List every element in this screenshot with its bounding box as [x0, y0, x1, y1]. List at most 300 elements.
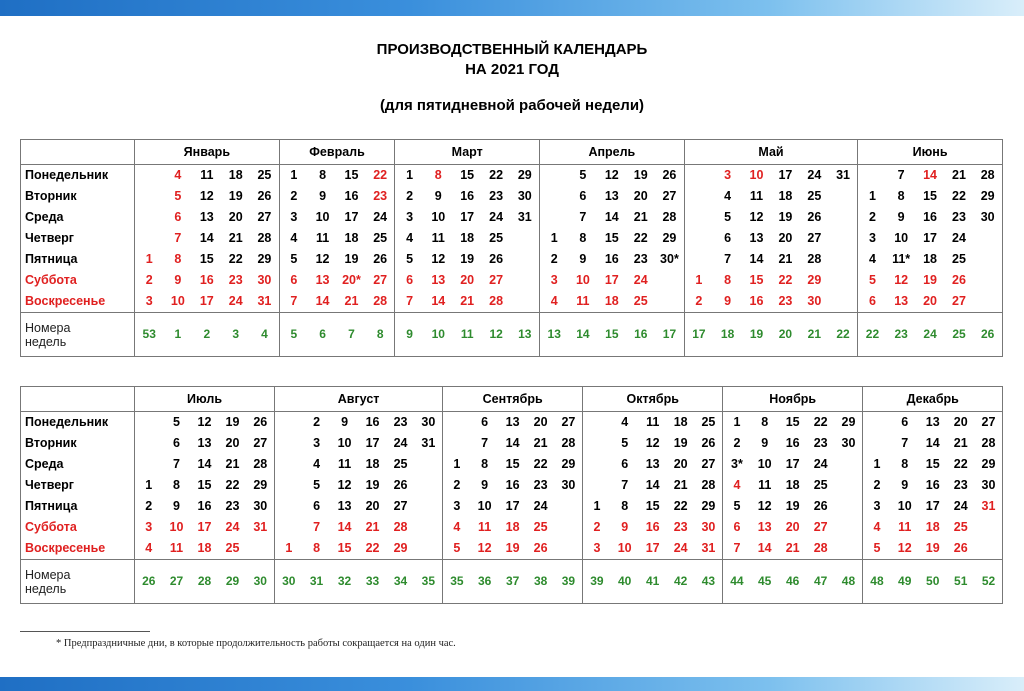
empty-cell [511, 249, 540, 270]
empty-cell [555, 538, 583, 560]
day-cell: 13 [604, 189, 619, 203]
day-cell: 15 [331, 538, 359, 560]
day-cell: 23 [633, 252, 648, 266]
day-cell: 28 [662, 210, 677, 224]
day-cell: 15 [505, 457, 520, 471]
week-number: 12 [482, 313, 511, 357]
week-number: 32 [331, 560, 359, 604]
day-cell: 23 [225, 499, 240, 513]
empty-cell [511, 270, 540, 291]
empty-cell [135, 165, 164, 187]
weekday-label: Пятница [21, 496, 135, 517]
day-cell: 10 [477, 499, 492, 513]
day-cell: 17 [604, 273, 619, 287]
day-cell: 16 [785, 436, 800, 450]
bottom-decor-bar [0, 677, 1024, 691]
day-cell: 19 [365, 478, 380, 492]
day-cell: 10 [315, 210, 330, 224]
week-number: 42 [667, 560, 695, 604]
day-cell: 15 [197, 478, 212, 492]
day-cell: 30 [253, 499, 268, 513]
day-cell: 6 [174, 210, 182, 224]
day-cell: 31 [421, 436, 436, 450]
weekday-label: Понедельник [21, 412, 135, 434]
empty-cell [135, 186, 164, 207]
day-cell: 5 [723, 496, 751, 517]
weekday-label: Среда [21, 454, 135, 475]
day-cell: 7 [723, 538, 751, 560]
day-cell: 9 [174, 273, 182, 287]
day-cell: 22 [633, 231, 648, 245]
day-cell: 11 [315, 231, 330, 245]
day-cell: 2 [135, 496, 163, 517]
week-number: 4 [250, 313, 279, 357]
day-cell: 13 [431, 273, 446, 287]
day-cell: 15 [604, 231, 619, 245]
day-cell: 25 [393, 457, 408, 471]
day-cell: 19 [923, 273, 938, 287]
empty-cell [975, 538, 1003, 560]
day-cell: 16 [604, 252, 619, 266]
day-cell: 27 [393, 499, 408, 513]
week-number: 13 [540, 313, 569, 357]
empty-cell [684, 207, 713, 228]
day-cell: 15 [923, 189, 938, 203]
empty-cell [415, 538, 443, 560]
day-cell: 24 [221, 291, 250, 313]
day-cell: 6 [724, 231, 732, 245]
day-cell: 15 [785, 415, 800, 429]
weekday-label: Воскресенье [21, 538, 135, 560]
day-cell: 29 [807, 273, 822, 287]
day-cell: 6 [481, 415, 489, 429]
day-cell: 1 [858, 186, 887, 207]
day-cell: 3* [723, 454, 751, 475]
day-cell: 25 [701, 415, 716, 429]
day-cell: 7 [901, 436, 909, 450]
empty-cell [275, 433, 303, 454]
day-cell: 20 [228, 210, 243, 224]
month-header: Февраль [279, 140, 395, 165]
week-number: 48 [835, 560, 863, 604]
empty-cell [858, 165, 887, 187]
day-cell: 18 [923, 252, 938, 266]
week-number: 36 [471, 560, 499, 604]
day-cell: 4 [279, 228, 308, 249]
day-cell: 12 [315, 252, 330, 266]
day-cell: 22 [813, 415, 828, 429]
day-cell: 11 [431, 231, 445, 245]
day-cell: 19 [344, 252, 359, 266]
week-label-line: недель [25, 334, 67, 349]
day-cell: 10 [894, 231, 909, 245]
calendar-title: ПРОИЗВОДСТВЕННЫЙ КАЛЕНДАРЬ [376, 41, 648, 58]
day-cell: 4 [395, 228, 424, 249]
empty-cell [655, 291, 684, 313]
day-cell: 20 [778, 231, 793, 245]
day-cell: 1 [135, 249, 164, 270]
day-cell: 21 [337, 291, 366, 313]
day-cell: 13 [749, 231, 764, 245]
day-cell: 27 [561, 415, 576, 429]
day-cell: 24 [489, 210, 504, 224]
day-cell: 10 [897, 499, 912, 513]
day-cell: 3 [724, 168, 732, 182]
day-cell: 7 [579, 210, 587, 224]
day-cell: 17 [365, 436, 380, 450]
day-cell: 7 [481, 436, 489, 450]
day-cell: 4 [621, 415, 629, 429]
empty-cell [540, 186, 569, 207]
day-cell: 12 [645, 436, 660, 450]
day-cell: 23 [813, 436, 828, 450]
day-cell: 14 [751, 538, 779, 560]
calendar-table-first-half [20, 139, 1003, 357]
empty-cell [415, 454, 443, 475]
weekday-label: Пятница [21, 249, 135, 270]
week-number: 52 [975, 560, 1003, 604]
empty-cell [275, 517, 303, 538]
day-cell: 12 [471, 538, 499, 560]
day-cell: 10 [163, 291, 192, 313]
day-cell: 14 [645, 478, 660, 492]
day-cell: 5 [173, 415, 180, 429]
day-cell: 10 [757, 457, 772, 471]
day-cell: 1 [723, 412, 751, 434]
day-cell: 3 [863, 496, 891, 517]
empty-cell [135, 454, 163, 475]
week-number: 39 [583, 560, 611, 604]
month-header: Июнь [858, 140, 1003, 165]
empty-cell [829, 186, 858, 207]
day-cell: 7 [313, 520, 321, 534]
week-number: 18 [713, 313, 742, 357]
empty-cell [511, 291, 540, 313]
day-cell: 16 [742, 291, 771, 313]
day-cell: 16 [344, 189, 359, 203]
day-cell: 3 [135, 291, 164, 313]
day-cell: 3 [135, 517, 163, 538]
day-cell: 25 [952, 252, 966, 266]
day-cell: 5 [724, 210, 732, 224]
day-cell: 18 [778, 189, 793, 203]
day-cell: 30 [561, 478, 576, 492]
day-cell: 8 [303, 538, 331, 560]
day-cell: 14 [925, 436, 940, 450]
day-cell: 12 [604, 168, 619, 182]
day-cell: 25 [533, 520, 548, 534]
day-cell: 17 [192, 291, 221, 313]
day-cell: 4 [313, 457, 321, 471]
day-cell: 27 [257, 210, 272, 224]
day-cell: 13 [197, 436, 212, 450]
day-cell: 7 [395, 291, 424, 313]
day-cell: 11 [646, 415, 660, 429]
day-cell: 11 [568, 291, 597, 313]
empty-cell [443, 412, 471, 434]
day-cell: 2 [395, 186, 424, 207]
empty-cell [555, 496, 583, 517]
day-cell: 9 [897, 210, 905, 224]
day-cell: 22 [673, 499, 688, 513]
week-number: 43 [695, 560, 723, 604]
day-cell: 29 [973, 186, 1002, 207]
day-cell: 14 [604, 210, 619, 224]
day-cell: 7 [173, 457, 180, 471]
week-number: 26 [135, 560, 163, 604]
day-cell: 16 [460, 189, 475, 203]
day-cell: 23 [952, 210, 966, 224]
day-cell: 25 [257, 168, 272, 182]
day-cell: 13 [757, 520, 772, 534]
day-cell: 9 [341, 415, 349, 429]
day-cell: 18 [228, 168, 243, 182]
empty-cell [540, 165, 569, 187]
day-cell: 18 [505, 520, 520, 534]
day-cell: 16 [925, 478, 940, 492]
day-cell: 23 [373, 189, 388, 203]
month-header: Декабрь [863, 387, 1003, 412]
day-cell: 26 [373, 252, 388, 266]
day-cell: 10 [431, 210, 446, 224]
day-cell: 20 [225, 436, 240, 450]
week-number: 45 [751, 560, 779, 604]
day-cell: 21 [453, 291, 482, 313]
day-cell: 25 [489, 231, 504, 245]
day-cell: 4 [863, 517, 891, 538]
day-cell: 18 [191, 538, 219, 560]
day-cell: 21 [673, 478, 688, 492]
day-cell: 26 [807, 210, 822, 224]
day-cell: 9 [901, 478, 909, 492]
day-cell: 14 [199, 231, 214, 245]
day-cell: 14 [923, 168, 938, 182]
day-cell: 2 [684, 291, 713, 313]
day-cell: 25 [953, 520, 968, 534]
day-cell: 8 [761, 415, 769, 429]
week-number: 2 [192, 313, 221, 357]
day-cell: 10 [749, 168, 764, 182]
week-number: 37 [499, 560, 527, 604]
day-cell: 15 [460, 168, 475, 182]
empty-cell [863, 412, 891, 434]
empty-cell [684, 165, 713, 187]
day-cell: 31 [253, 520, 268, 534]
day-cell: 21 [225, 457, 240, 471]
day-cell: 13 [505, 415, 520, 429]
day-cell: 3 [583, 538, 611, 560]
day-cell: 27 [807, 231, 822, 245]
day-cell: 30 [973, 207, 1002, 228]
day-cell: 1 [279, 165, 308, 187]
day-cell: 26 [489, 252, 504, 266]
day-cell: 9 [713, 291, 742, 313]
day-cell: 24 [667, 538, 695, 560]
day-cell: 18 [344, 231, 359, 245]
day-cell: 12 [337, 478, 352, 492]
weekday-label: Суббота [21, 517, 135, 538]
day-cell: 20 [953, 415, 968, 429]
day-cell: 5 [858, 270, 887, 291]
empty-cell [835, 454, 863, 475]
day-cell: 14 [505, 436, 520, 450]
day-cell: 28 [701, 478, 716, 492]
day-cell: 30 [975, 475, 1003, 496]
day-cell: 28 [366, 291, 395, 313]
day-cell: 15 [749, 273, 764, 287]
day-cell: 7 [174, 231, 182, 245]
day-cell: 8 [901, 457, 909, 471]
day-cell: 30 [800, 291, 829, 313]
week-number: 3 [221, 313, 250, 357]
day-cell: 26 [527, 538, 555, 560]
day-cell: 28 [253, 457, 268, 471]
day-cell: 4 [443, 517, 471, 538]
footnote: * Предпраздничные дни, в которые продолжительность работы сокращается на один час. [56, 638, 456, 649]
week-number: 30 [275, 560, 303, 604]
week-numbers-label [21, 560, 135, 604]
month-header: Октябрь [583, 387, 723, 412]
week-number: 22 [829, 313, 858, 357]
day-cell: 9 [761, 436, 769, 450]
month-header-corner [21, 387, 135, 412]
day-cell: 19 [778, 210, 793, 224]
empty-cell [835, 496, 863, 517]
day-cell: 9 [173, 499, 180, 513]
day-cell: 2 [858, 207, 887, 228]
week-number: 22 [858, 313, 887, 357]
week-number: 44 [723, 560, 751, 604]
day-cell: 27 [489, 273, 504, 287]
day-cell: 21 [228, 231, 243, 245]
day-cell: 27 [253, 436, 268, 450]
top-decor-bar [0, 0, 1024, 16]
day-cell: 17 [460, 210, 475, 224]
day-cell: 11 [163, 538, 191, 560]
day-cell: 2 [313, 415, 321, 429]
week-number: 7 [337, 313, 366, 357]
day-cell: 17 [925, 499, 940, 513]
empty-cell [555, 517, 583, 538]
week-number: 50 [919, 560, 947, 604]
day-cell: 6 [901, 415, 909, 429]
day-cell: 12 [891, 538, 919, 560]
day-cell: 27 [662, 189, 677, 203]
day-cell: 3 [443, 496, 471, 517]
day-cell: 28 [973, 165, 1002, 187]
empty-cell [973, 228, 1002, 249]
week-number: 1 [163, 313, 192, 357]
day-cell: 8 [173, 478, 180, 492]
weekday-label: Четверг [21, 228, 135, 249]
day-cell: 30 [841, 436, 856, 450]
day-cell: 30* [660, 252, 679, 266]
day-cell: 23 [228, 273, 243, 287]
day-cell: 12 [757, 499, 772, 513]
week-number: 23 [887, 313, 916, 357]
day-cell: 7 [279, 291, 308, 313]
day-cell: 24 [953, 499, 968, 513]
day-cell: 16 [645, 520, 660, 534]
day-cell: 2 [443, 475, 471, 496]
day-cell: 1 [684, 270, 713, 291]
week-number: 41 [639, 560, 667, 604]
day-cell: 1 [583, 496, 611, 517]
week-number: 14 [568, 313, 597, 357]
month-header: Июль [135, 387, 275, 412]
day-cell: 26 [701, 436, 716, 450]
day-cell: 14 [424, 291, 453, 313]
day-cell: 18 [597, 291, 626, 313]
day-cell: 14 [308, 291, 337, 313]
month-header: Май [684, 140, 858, 165]
day-cell: 29 [662, 231, 677, 245]
day-cell: 13 [315, 273, 330, 287]
day-cell: 9 [621, 520, 629, 534]
day-cell: 29 [561, 457, 576, 471]
day-cell: 18 [673, 415, 688, 429]
calendar-year: НА 2021 ГОД [465, 61, 559, 78]
day-cell: 12 [431, 252, 446, 266]
day-cell: 28 [482, 291, 511, 313]
day-cell: 24 [225, 520, 240, 534]
day-cell: 20 [533, 415, 548, 429]
week-numbers-label [21, 313, 135, 357]
day-cell: 8 [481, 457, 489, 471]
day-cell: 20 [916, 291, 945, 313]
day-cell: 12 [749, 210, 764, 224]
week-number: 21 [800, 313, 829, 357]
day-cell: 13 [925, 415, 940, 429]
week-number: 40 [611, 560, 639, 604]
week-number: 5 [279, 313, 308, 357]
day-cell: 9 [579, 252, 587, 266]
day-cell: 17 [778, 168, 793, 182]
day-cell: 14 [749, 252, 764, 266]
empty-cell [684, 249, 713, 270]
empty-cell [829, 249, 858, 270]
day-cell: 3 [858, 228, 887, 249]
day-cell: 11 [749, 189, 764, 203]
day-cell: 9 [481, 478, 489, 492]
day-cell: 10 [611, 538, 639, 560]
day-cell: 31 [695, 538, 723, 560]
day-cell: 21 [778, 252, 793, 266]
empty-cell [829, 228, 858, 249]
day-cell: 24 [807, 168, 822, 182]
day-cell: 30 [701, 520, 716, 534]
day-cell: 23 [533, 478, 548, 492]
week-number: 35 [415, 560, 443, 604]
day-cell: 19 [919, 538, 947, 560]
week-number: 29 [219, 560, 247, 604]
day-cell: 10 [337, 436, 352, 450]
day-cell: 5 [863, 538, 891, 560]
empty-cell [829, 270, 858, 291]
week-number: 17 [684, 313, 713, 357]
day-cell: 24 [393, 436, 408, 450]
day-cell: 7 [724, 252, 732, 266]
weekday-label: Среда [21, 207, 135, 228]
week-number: 53 [135, 313, 164, 357]
week-number: 31 [303, 560, 331, 604]
day-cell: 1 [275, 538, 303, 560]
day-cell: 7 [897, 168, 905, 182]
day-cell: 27 [701, 457, 716, 471]
day-cell: 24 [952, 231, 966, 245]
empty-cell [973, 291, 1002, 313]
week-number: 6 [308, 313, 337, 357]
